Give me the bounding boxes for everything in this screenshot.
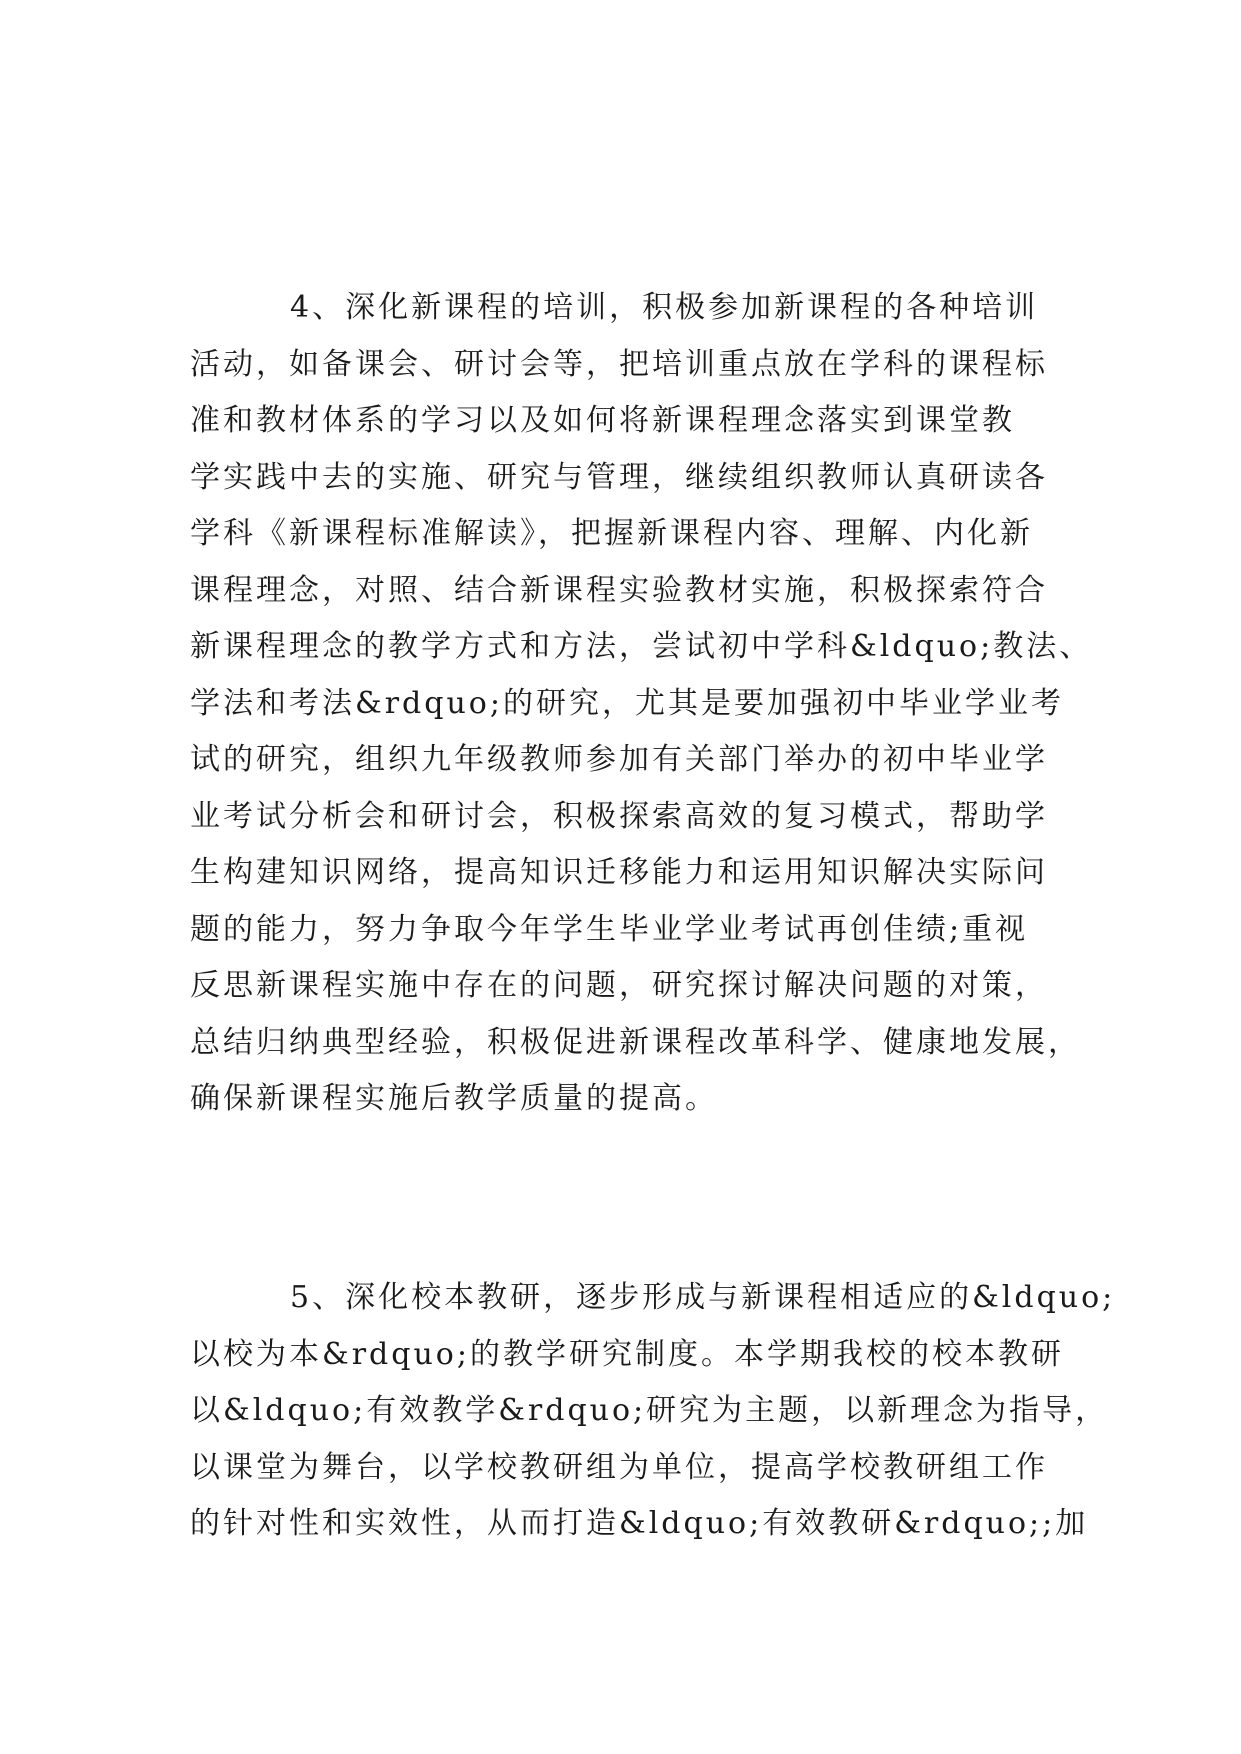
text-line: 准和教材体系的学习以及如何将新课程理念落实到课堂教 bbox=[190, 403, 1015, 438]
text-line: 5、深化校本教研，逐步形成与新课程相适应的&ldquo; bbox=[290, 1280, 1116, 1315]
text-line: 生构建知识网络，提高知识迁移能力和运用知识解决实际问 bbox=[190, 855, 1048, 890]
text-line: 题的能力，努力争取今年学生毕业学业考试再创佳绩;重视 bbox=[190, 911, 1029, 947]
text-line: 反思新课程实施中存在的问题，研究探讨解决问题的对策， bbox=[190, 968, 1048, 1003]
text-line: 以校为本&rdquo;的教学研究制度。本学期我校的校本教研 bbox=[190, 1336, 1064, 1372]
text-line: 试的研究，组织九年级教师参加有关部门举办的初中毕业学 bbox=[190, 742, 1048, 777]
text-line: 总结归纳典型经验，积极促进新课程改革科学、健康地发展， bbox=[190, 1024, 1081, 1060]
text-line: 活动，如备课会、研讨会等，把培训重点放在学科的课程标 bbox=[190, 346, 1048, 382]
text-line: 学法和考法&rdquo;的研究，尤其是要加强初中毕业学业考 bbox=[190, 685, 1064, 721]
text-line: 以&ldquo;有效教学&rdquo;研究为主题，以新理念为指导， bbox=[190, 1393, 1109, 1428]
text-line: 课程理念，对照、结合新课程实验教材实施，积极探索符合 bbox=[190, 572, 1048, 608]
paragraph-item-4 bbox=[190, 280, 1093, 1128]
paragraph-item-5 bbox=[190, 1270, 1116, 1553]
text-line: 确保新课程实施后教学质量的提高。 bbox=[190, 1081, 718, 1116]
text-line: 4、深化新课程的培训，积极参加新课程的各种培训 bbox=[290, 290, 1039, 325]
text-line: 学实践中去的实施、研究与管理，继续组织教师认真研读各 bbox=[190, 459, 1048, 495]
text-line: 的针对性和实效性，从而打造&ldquo;有效教研&rdquo;;加 bbox=[190, 1506, 1089, 1541]
text-line: 业考试分析会和研讨会，积极探索高效的复习模式，帮助学 bbox=[190, 798, 1048, 834]
text-line: 学科《新课程标准解读》，把握新课程内容、理解、内化新 bbox=[190, 516, 1033, 551]
text-line: 以课堂为舞台，以学校教研组为单位，提高学校教研组工作 bbox=[190, 1449, 1048, 1485]
text-line: 新课程理念的教学方式和方法，尝试初中学科&ldquo;教法、 bbox=[190, 629, 1093, 664]
